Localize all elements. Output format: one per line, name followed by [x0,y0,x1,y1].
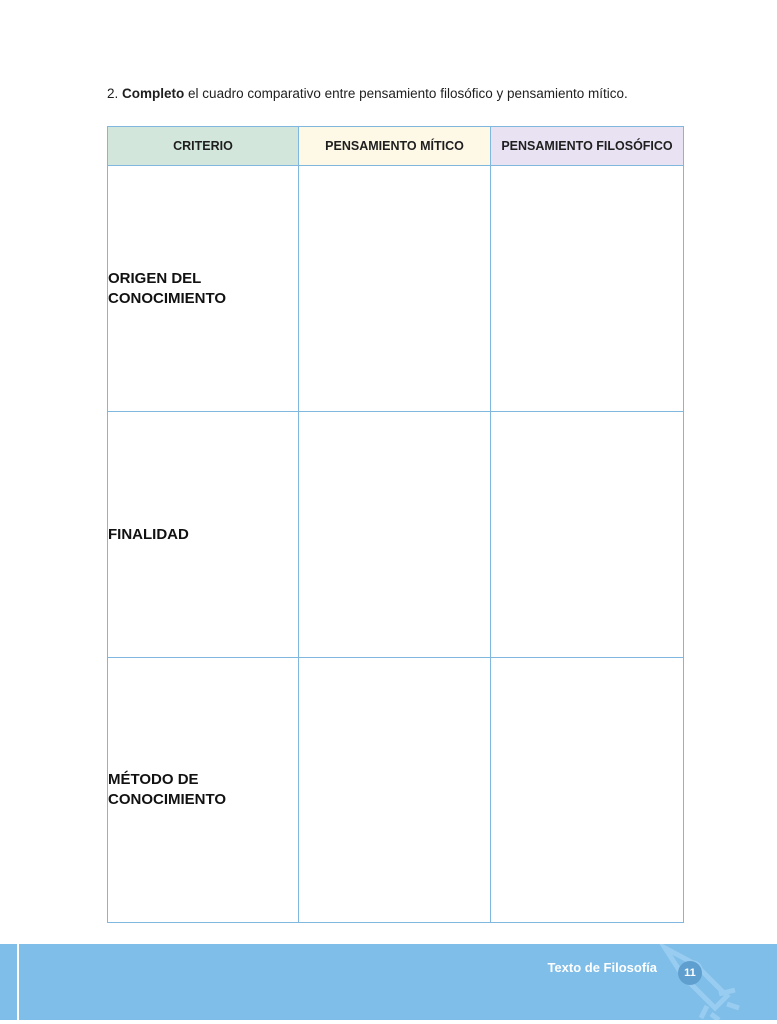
table-header-row [108,127,684,166]
footer-divider [17,944,19,1020]
row-label-origen: ORIGEN DEL CONOCIMIENTO [108,166,299,412]
table-row [108,412,684,658]
row-label-finalidad: FINALIDAD [108,412,299,658]
header-pensamiento-filosofico: PENSAMIENTO FILOSÓFICO [491,127,684,166]
table-row [108,658,684,923]
row-label-metodo: MÉTODO DE CONOCIMIENTO [108,658,299,923]
header-pensamiento-mitico: PENSAMIENTO MÍTICO [299,127,491,166]
cell-origen-mitico[interactable] [299,166,491,412]
header-criterio: CRITERIO [108,127,299,166]
instruction-number: 2. [107,85,119,101]
comparison-table [107,126,684,923]
page-number-badge: 11 [678,961,702,985]
footer-title: Texto de Filosofía [547,960,657,975]
instruction-bold: Completo [122,85,185,101]
cell-finalidad-mitico[interactable] [299,412,491,658]
cell-metodo-mitico[interactable] [299,658,491,923]
instruction-rest: el cuadro comparativo entre pensamiento filosófico y pensamiento mítico. [188,85,628,101]
page-footer [0,944,777,1020]
rocket-icon [655,944,765,1020]
table-row [108,166,684,412]
instruction-text [107,84,727,104]
cell-origen-filosofico[interactable] [491,166,684,412]
cell-metodo-filosofico[interactable] [491,658,684,923]
cell-finalidad-filosofico[interactable] [491,412,684,658]
